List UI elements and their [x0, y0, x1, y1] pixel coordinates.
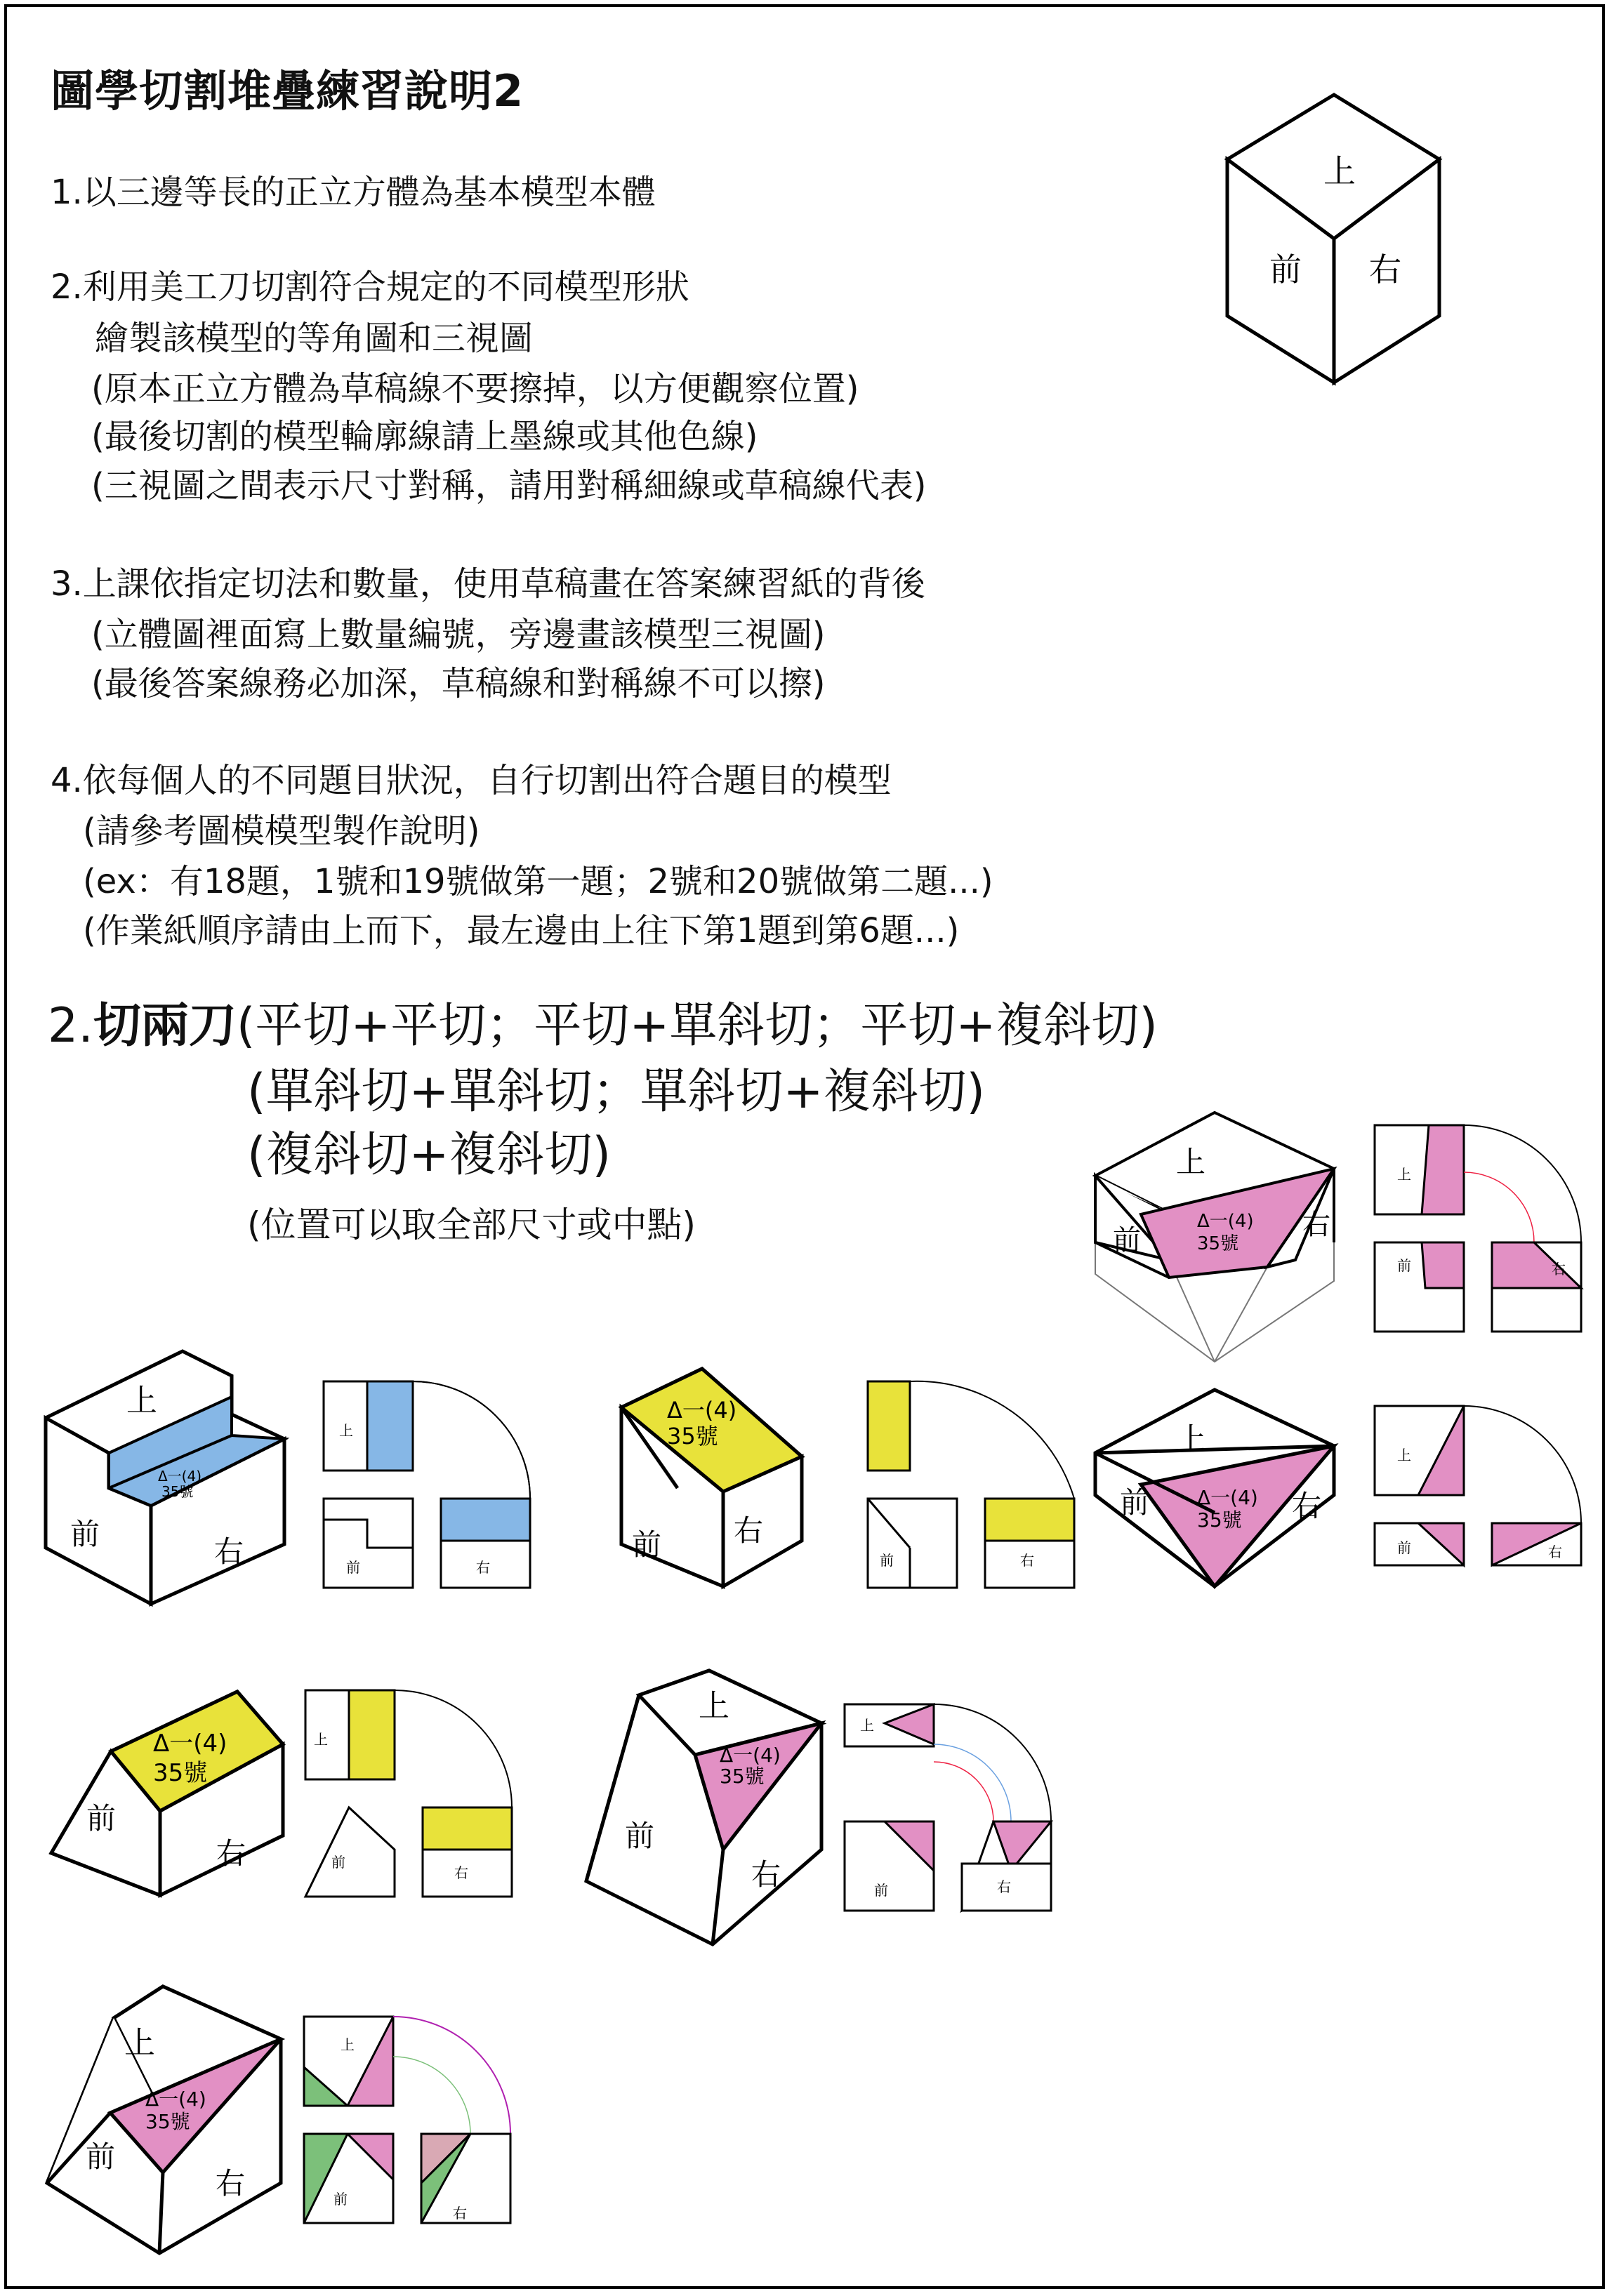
example-d-isometric	[1092, 1386, 1337, 1590]
ex-c-view-front: 前	[880, 1552, 894, 1569]
ex-d-tag2: 35號	[1197, 1508, 1242, 1532]
ex-g-view-right: 右	[453, 2205, 467, 2222]
ex-f-view-front: 前	[874, 1882, 888, 1899]
ex-e-tag2: 35號	[153, 1759, 208, 1787]
ex-d-front: 前	[1120, 1485, 1150, 1520]
cube-right-label: 右	[1369, 251, 1401, 288]
ex-c-view-right: 右	[1020, 1552, 1034, 1569]
instruction-2c: (最後切割的模型輪廓線請上墨線或其他色線)	[91, 417, 758, 456]
cube-front-label: 前	[1269, 251, 1302, 288]
example-e-three-view	[303, 1688, 514, 1899]
ex-d-right: 右	[1292, 1489, 1322, 1523]
ex-f-view-top: 上	[860, 1717, 874, 1734]
ex-g-tag2: 35號	[145, 2110, 190, 2133]
ex-a-right: 右	[1302, 1209, 1330, 1241]
example-e-isometric	[48, 1688, 286, 1899]
instruction-4c: (作業紙順序請由上而下，最左邊由上往下第1題到第6題...)	[83, 911, 960, 950]
ex-f-right: 右	[751, 1857, 781, 1892]
ex-d-view-right: 右	[1548, 1544, 1562, 1560]
ex-f-view-right: 右	[997, 1878, 1011, 1895]
reference-cube	[1222, 91, 1446, 386]
ex-e-view-front: 前	[331, 1854, 345, 1871]
example-b-three-view	[322, 1379, 532, 1590]
example-d-three-view	[1373, 1404, 1583, 1569]
ex-e-front: 前	[86, 1801, 117, 1836]
instruction-3: 3.上課依指定切法和數量，使用草稿畫在答案練習紙的背後	[51, 564, 925, 604]
section-number: 2.	[48, 998, 93, 1054]
instruction-2: 2.利用美工刀切割符合規定的不同模型形狀	[51, 267, 689, 307]
ex-d-tag1: Δ一(4)	[1197, 1486, 1258, 1509]
ex-f-top: 上	[699, 1688, 729, 1724]
ex-a-front: 前	[1113, 1224, 1141, 1256]
example-f-isometric	[583, 1667, 825, 1948]
ex-e-view-top: 上	[314, 1731, 328, 1748]
ex-a-tag2: 35號	[1197, 1233, 1239, 1254]
example-c-isometric	[618, 1365, 807, 1590]
ex-e-tag1: Δ一(4)	[153, 1730, 227, 1758]
ex-a-tag1: Δ一(4)	[1197, 1211, 1254, 1232]
instruction-3a: (立體圖裡面寫上數量編號，旁邊畫該模型三視圖)	[91, 615, 826, 654]
section-bold: 切兩刀	[93, 998, 237, 1054]
ex-c-tag2: 35號	[667, 1423, 718, 1449]
ex-b-right: 右	[214, 1534, 244, 1569]
section-line1: (平切+平切；平切+單斜切；平切+複斜切)	[236, 998, 1158, 1054]
instruction-2a: 繪製該模型的等角圖和三視圖	[95, 319, 534, 358]
ex-f-tag2: 35號	[720, 1765, 765, 1788]
instruction-4: 4.依每個人的不同題目狀況，自行切割出符合題目的模型	[51, 761, 892, 800]
instruction-4b: (ex：有18題，1號和19號做第一題；2號和20號做第二題...)	[83, 862, 993, 901]
instruction-4a: (請參考圖模模型製作說明)	[83, 811, 480, 851]
example-g-three-view	[302, 2015, 513, 2225]
example-g-isometric	[44, 1983, 286, 2257]
ex-e-right: 右	[216, 1836, 246, 1871]
ex-c-front: 前	[632, 1527, 662, 1562]
page-title: 圖學切割堆疊練習說明2	[51, 65, 524, 117]
ex-g-view-front: 前	[333, 2191, 348, 2208]
ex-g-tag1: Δ一(4)	[145, 2088, 206, 2111]
ex-a-view-right: 右	[1552, 1261, 1566, 1278]
example-a-isometric	[1092, 1109, 1337, 1362]
example-f-three-view	[843, 1702, 1053, 1913]
ex-a-view-top: 上	[1397, 1166, 1411, 1183]
ex-b-tag1: Δ一(4)	[158, 1468, 202, 1485]
ex-b-view-front: 前	[346, 1559, 360, 1576]
section-line2: (單斜切+單斜切；單斜切+複斜切)	[247, 1064, 986, 1120]
instruction-2b: (原本正立方體為草稿線不要擦掉，以方便觀察位置)	[91, 369, 859, 409]
ex-g-right: 右	[216, 2166, 246, 2201]
ex-b-tag2: 35號	[161, 1483, 194, 1500]
example-a-three-view	[1373, 1123, 1583, 1334]
ex-d-view-top: 上	[1397, 1447, 1411, 1464]
ex-d-view-front: 前	[1397, 1539, 1411, 1556]
ex-f-front: 前	[625, 1819, 655, 1853]
ex-f-tag1: Δ一(4)	[720, 1744, 781, 1767]
ex-b-view-top: 上	[339, 1422, 353, 1439]
section-heading	[48, 998, 1158, 1054]
section-line3: (複斜切+複斜切)	[247, 1127, 612, 1183]
cube-top-label: 上	[1323, 152, 1356, 190]
ex-a-top: 上	[1176, 1145, 1206, 1179]
ex-e-view-right: 右	[454, 1864, 468, 1881]
ex-b-view-right: 右	[476, 1559, 490, 1576]
instruction-2d: (三視圖之間表示尺寸對稱，請用對稱細線或草稿線代表)	[91, 466, 927, 505]
ex-a-view-front: 前	[1397, 1257, 1411, 1274]
ex-d-top: 上	[1176, 1421, 1207, 1457]
section-note: (位置可以取全部尺寸或中點)	[247, 1205, 696, 1245]
ex-c-tag1: Δ一(4)	[667, 1397, 737, 1424]
example-c-three-view	[866, 1379, 1076, 1590]
ex-g-top: 上	[124, 2025, 155, 2061]
ex-b-front: 前	[70, 1517, 100, 1551]
ex-c-right: 右	[734, 1513, 764, 1548]
ex-g-front: 前	[86, 2139, 116, 2174]
ex-g-view-top: 上	[341, 2036, 355, 2053]
ex-b-top: 上	[126, 1383, 157, 1419]
instruction-1: 1.以三邊等長的正立方體為基本模型本體	[51, 173, 656, 212]
instruction-3b: (最後答案線務必加深，草稿線和對稱線不可以擦)	[91, 664, 826, 703]
example-b-isometric	[42, 1348, 295, 1607]
